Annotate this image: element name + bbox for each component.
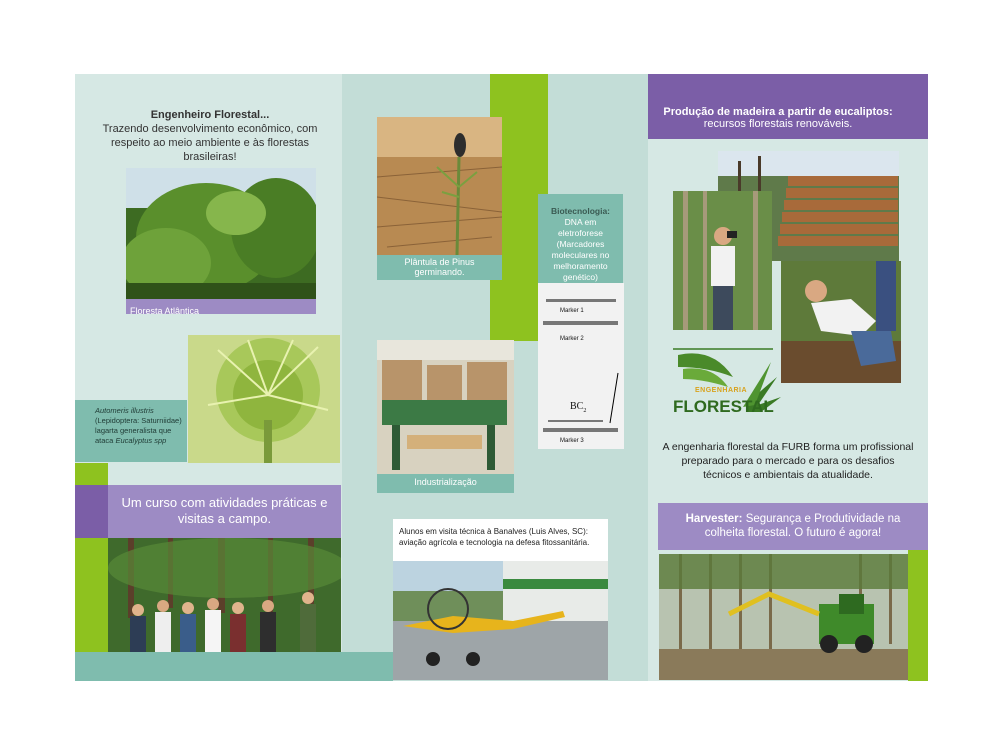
moth-target: Eucalyptus spp (115, 436, 167, 445)
engenharia-florestal-logo (673, 347, 781, 422)
production-header (648, 74, 908, 139)
course-banner-text: Um curso com atividades práticas e visitas a campo. (121, 495, 328, 526)
biotech-box (538, 194, 623, 283)
moth-order: (Lepidoptera: Saturniidae) (95, 416, 182, 425)
intro-heading (90, 108, 330, 164)
harvester-banner (658, 503, 928, 550)
teal-footer-strip (75, 652, 393, 681)
caterpillar-photo (188, 335, 340, 463)
aircraft-photo (393, 561, 608, 680)
seedling-caption-bar (377, 255, 502, 280)
logo-bottom-text: FLORESTAL (673, 397, 774, 416)
furb-description (662, 440, 914, 482)
gel-marker-2: Marker 2 (560, 336, 584, 342)
biotech-title: Biotecnologia: (550, 206, 611, 216)
industry-caption-bar (377, 474, 514, 493)
production-body: recursos florestais renováveis. (703, 118, 853, 130)
course-banner (108, 485, 341, 538)
gel-bc-text: BC (570, 401, 584, 412)
visit-caption: Alunos em visita técnica à Banalves (Luis Alves, SC): aviação agrícola e tecnologia na defesa fitossanitária. (399, 527, 590, 547)
harvester-body: Segurança e Produtividade na colheita florestal. O futuro é agora! (704, 513, 901, 539)
pinus-seedling-photo (377, 117, 502, 255)
kneeling-student-photo (781, 261, 901, 383)
biotech-body: DNA em eletroforese (Marcadores moleculares no melhoramento genético) (551, 217, 610, 282)
harvester-title: Harvester: (685, 513, 743, 525)
gel-marker-3: Marker 3 (560, 438, 584, 444)
intro-body: Trazendo desenvolvimento econômico, com respeito ao meio ambiente e às florestas brasileiras! (102, 123, 318, 163)
forest-caption: Floresta Atlântica (130, 306, 200, 316)
moth-species: Automeris illustris (95, 406, 154, 415)
industry-caption: Industrialização (414, 477, 477, 487)
harvester-photo (659, 554, 908, 680)
gel-marker-1: Marker 1 (560, 308, 584, 314)
furb-text: A engenharia florestal da FURB forma um profissional preparado para o mercado e para os desafios técnicos e ambientais da atualidade. (662, 441, 914, 481)
gel-bc-label (570, 401, 586, 414)
purple-accent-left (75, 485, 108, 538)
gel-bc-subscript: 2 (583, 408, 587, 414)
moth-desc-2: ataca (95, 436, 114, 445)
atlantic-forest-photo (126, 168, 316, 300)
moth-desc: lagarta generalista que (95, 426, 172, 435)
production-title: Produção de madeira a partir de eucaliptos: (663, 106, 893, 118)
moth-caption-box (75, 400, 187, 462)
field-visit-photo (108, 538, 341, 652)
logo-top-text: ENGENHARIA (695, 387, 748, 394)
photographer-photo (673, 191, 772, 330)
intro-title: Engenheiro Florestal... (150, 109, 270, 121)
industry-photo (377, 340, 514, 474)
dna-gel-image (538, 283, 624, 449)
lime-stripe-right (908, 540, 928, 681)
seedling-caption: Plântula de Pinus germinando. (404, 257, 475, 277)
purple-tab-right (908, 74, 928, 139)
visit-caption-box (393, 519, 608, 561)
forest-caption-bar (126, 299, 316, 314)
